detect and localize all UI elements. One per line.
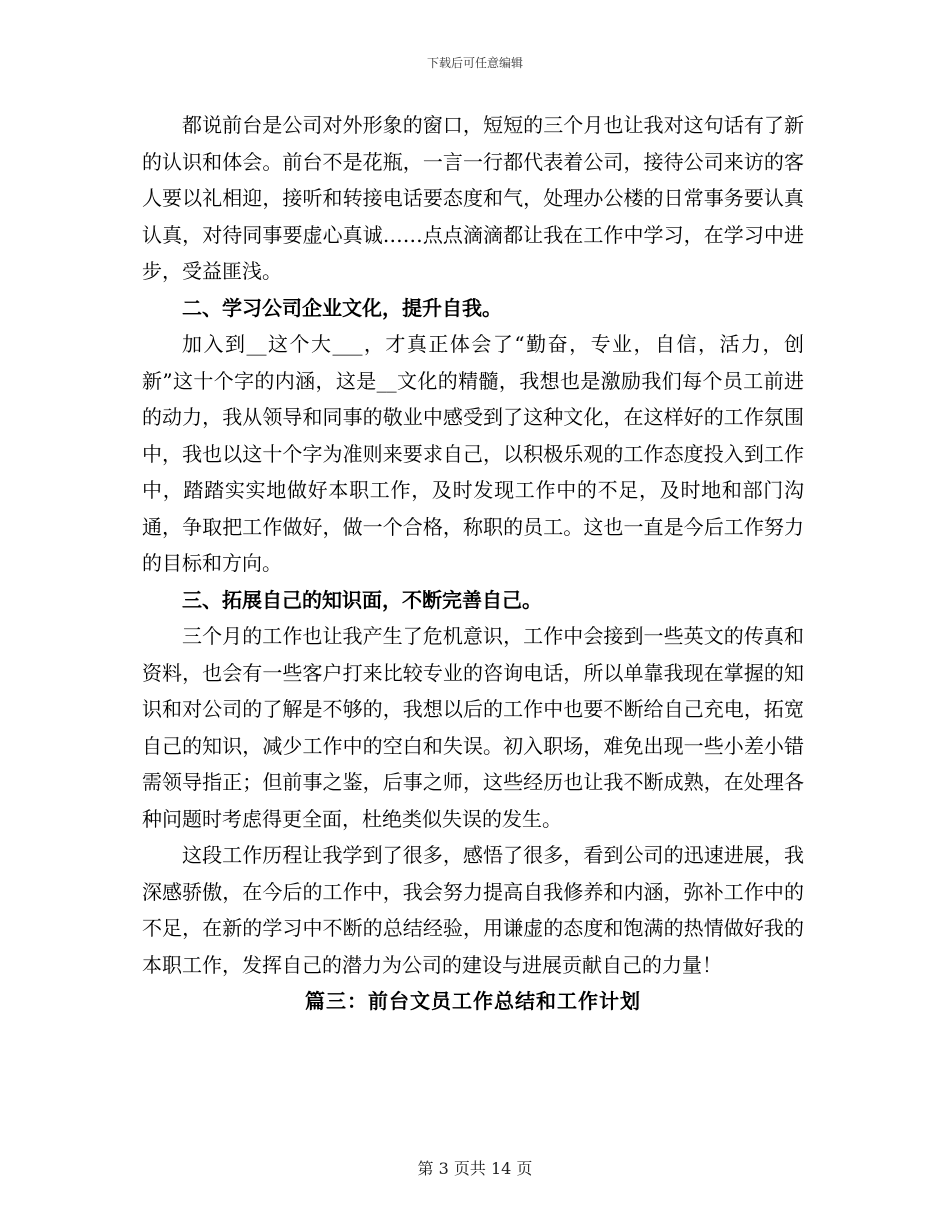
page-header-note: 下载后可任意编辑: [426, 56, 523, 70]
paragraph-conclusion: 这段工作历程让我学到了很多，感悟了很多，看到公司的迅速进展，我深感骄傲，在今后的工作中，我会努力提高自我修养和内涵，弥补工作中的不足，在新的学习中不断的总结经验，用谦虚的态度和饱满的热情做好我的本职工作，发挥自己的潜力为公司的建设与进展贡献自己的力量！: [142, 843, 804, 977]
page-number-footer: 第 3 页共 14 页: [417, 1159, 533, 1178]
heading-corporate-culture: 二、学习公司企业文化，提升自我。: [182, 295, 502, 320]
heading-expand-knowledge: 三、拓展自己的知识面，不断完善自己。: [182, 587, 542, 612]
paragraph-front-desk-window: 都说前台是公司对外形象的窗口，短短的三个月也让我对这句话有了新的认识和体会。前台不是花瓶，一言一行都代表着公司，接待公司来访的客人要以礼相迎，接听和转接电话要态度和气，处理办公楼的日常事务要认真认真，对待同事要虚心真诚……点点滴滴都让我在工作中学习，在学习中进步，受益匪浅。: [142, 113, 804, 283]
paragraph-corporate-culture: 加入到__这个大___，才真正体会了“勤奋，专业，自信，活力，创新”这十个字的内涵，这是__文化的精髓，我想也是激励我们每个员工前进的动力，我从领导和同事的敬业中感受到了这种文化，在这样好的工作氛围中，我也以这十个字为准则来要求自己，以积极乐观的工作态度投入到工作中，踏踏实实地做好本职工作，及时发现工作中的不足，及时地和部门沟通，争取把工作做好，做一个合格，称职的员工。这也一直是今后工作努力的目标和方向。: [142, 332, 804, 575]
paragraph-expand-knowledge: 三个月的工作也让我产生了危机意识，工作中会接到一些英文的传真和资料，也会有一些客户打来比较专业的咨询电话，所以单靠我现在掌握的知识和对公司的了解是不够的，我想以后的工作中也要不断给自己充电，拓宽自己的知识，减少工作中的空白和失误。初入职场，难免出现一些小差小错需领导指正；但前事之鉴，后事之师，这些经历也让我不断成熟，在处理各种问题时考虑得更全面，杜绝类似失误的发生。: [142, 624, 804, 831]
section-title-part-three: 篇三：前台文员工作总结和工作计划: [305, 989, 641, 1013]
document-body: [142, 107, 804, 1020]
